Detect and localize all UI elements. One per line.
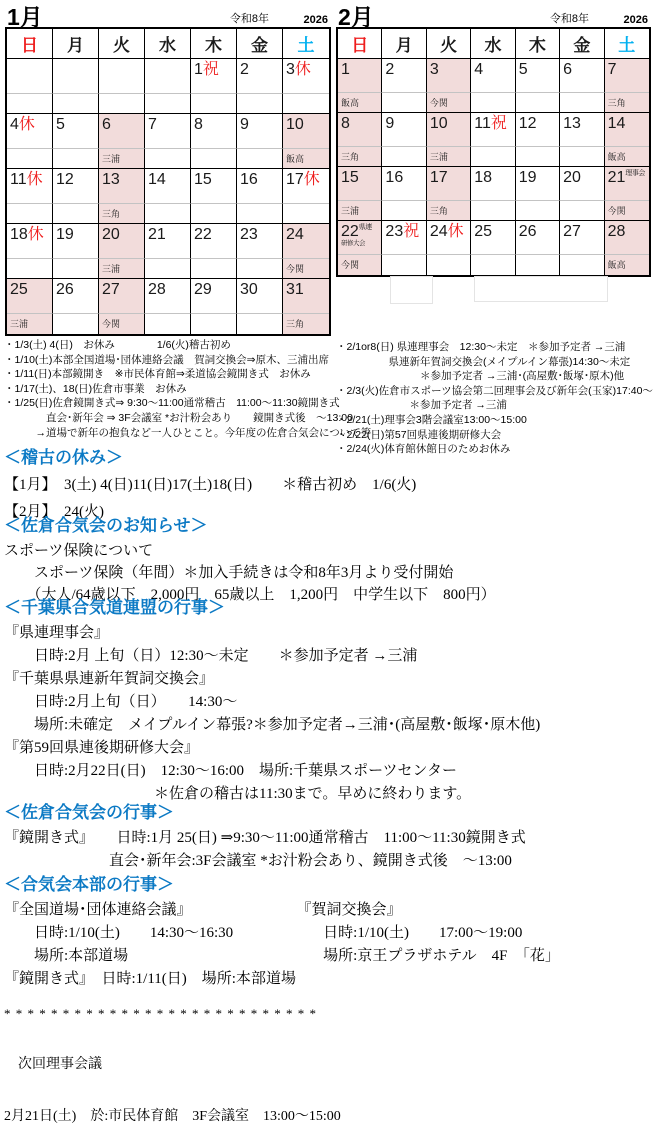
era-label: 令和8年 xyxy=(229,13,269,25)
calendar-january-title xyxy=(5,3,331,30)
date-number: 1 xyxy=(341,61,350,78)
date-cell xyxy=(237,169,283,204)
teacher-name-cell xyxy=(471,255,515,275)
section-line: 日時:2月上旬（日） 14:30～ xyxy=(4,694,238,710)
teacher-name-cell xyxy=(237,94,283,114)
date-number: 25 xyxy=(10,281,28,298)
day-header-cell: 火 xyxy=(99,29,145,59)
calendar-february xyxy=(336,3,651,277)
date-number: 2 xyxy=(385,61,395,78)
date-number: 29 xyxy=(194,281,212,298)
date-number: 28 xyxy=(607,223,626,240)
teacher-name-cell: 今関 xyxy=(338,255,382,275)
date-cell xyxy=(427,167,471,201)
teacher-name-cell: 三角 xyxy=(605,93,649,113)
february-notes xyxy=(336,340,654,457)
date-number: 22 xyxy=(194,226,212,243)
date-cell xyxy=(145,279,191,314)
date-number: 8 xyxy=(194,116,203,133)
section-sakura-aikikai-notice xyxy=(4,511,496,606)
teacher-name-cell xyxy=(382,93,426,113)
cell-annotation: 理事会 xyxy=(625,170,645,177)
date-number: 19 xyxy=(518,169,537,186)
teacher-name-cell xyxy=(560,201,604,221)
section-line: 【2月】 24(火) xyxy=(4,504,104,520)
note-line: 直会･新年会 ⇒ 3F会議室 *お汁粉会あり 鏡開き式後 ～13:00 xyxy=(4,411,353,424)
section-line: 直会･新年会:3F会議室 *お汁粉会あり、鏡開き式後 ～13:00 xyxy=(4,853,512,869)
date-number: 25 xyxy=(474,223,493,240)
section-body xyxy=(4,622,540,806)
date-cell xyxy=(605,167,649,201)
date-cell xyxy=(382,221,426,255)
teacher-name-cell xyxy=(237,149,283,169)
date-number: 3 xyxy=(286,61,295,78)
date-cell xyxy=(560,113,604,147)
calendar-february-title xyxy=(336,3,651,30)
date-number: 15 xyxy=(194,171,212,188)
date-number: 21 xyxy=(607,169,626,186)
teacher-name-cell xyxy=(7,94,53,114)
teacher-name-cell: 今関 xyxy=(283,259,329,279)
teacher-name-cell xyxy=(237,204,283,224)
section-line: スポーツ保険（年間）＊加入手続きは令和8年3月より受付開始 xyxy=(4,565,454,581)
note-line: ＊参加予定者 →三浦･(高屋敷･飯塚･原木)他 xyxy=(336,370,625,383)
holiday-mark: 祝 xyxy=(403,223,420,240)
date-cell xyxy=(53,224,99,259)
date-cell xyxy=(516,59,560,93)
date-number: 10 xyxy=(429,115,448,132)
section-heading: ＜佐倉合気会の行事＞ xyxy=(4,803,174,822)
date-cell xyxy=(191,114,237,149)
year-label: 2026 xyxy=(303,14,328,26)
date-cell xyxy=(427,59,471,93)
date-cell xyxy=(382,59,426,93)
date-number: 9 xyxy=(240,116,249,133)
teacher-name-cell: 三浦 xyxy=(7,314,53,334)
section-body xyxy=(4,827,526,873)
section-line: スポーツ保険について xyxy=(4,543,154,559)
date-cell xyxy=(237,224,283,259)
date-number: 2 xyxy=(240,61,249,78)
day-header-cell: 日 xyxy=(338,29,382,59)
date-cell xyxy=(99,114,145,149)
teacher-name-cell xyxy=(283,94,329,114)
date-cell xyxy=(53,59,99,94)
date-cell xyxy=(605,59,649,93)
date-number: 16 xyxy=(385,169,404,186)
date-cell xyxy=(382,113,426,147)
section-line: 『鏡開き式』 日時:1月 25(日) ⇒9:30～11:00通常稽古 11:00～11:30鏡開き式 xyxy=(4,830,526,846)
date-number: 18 xyxy=(474,169,493,186)
note-line: ・2/24(火)体育館休館日のためお休み xyxy=(336,443,511,456)
date-cell xyxy=(191,169,237,204)
holiday-mark: 祝 xyxy=(490,115,507,132)
date-number: 6 xyxy=(102,116,111,133)
date-number: 27 xyxy=(102,281,120,298)
teacher-name-cell: 三角 xyxy=(283,314,329,334)
teacher-name-cell: 今関 xyxy=(99,314,145,334)
date-cell xyxy=(145,114,191,149)
date-cell xyxy=(7,279,53,314)
date-number: 26 xyxy=(56,281,74,298)
date-number: 11 xyxy=(474,115,491,132)
date-cell xyxy=(382,167,426,201)
note-line: ・1/10(土)本部全国道場･団体連絡会議 賀詞交換会⇒原木、三浦出席 xyxy=(4,353,329,366)
teacher-name-cell xyxy=(516,255,560,275)
date-number: 6 xyxy=(563,61,573,78)
date-cell xyxy=(516,167,560,201)
teacher-name-cell xyxy=(191,204,237,224)
day-header-cell: 水 xyxy=(145,29,191,59)
teacher-name-cell xyxy=(516,201,560,221)
date-cell xyxy=(237,59,283,94)
date-number: 12 xyxy=(518,115,537,132)
teacher-name-cell xyxy=(471,147,515,167)
day-header-cell: 月 xyxy=(53,29,99,59)
teacher-name-cell: 三角 xyxy=(338,147,382,167)
date-number: 3 xyxy=(429,61,439,78)
section-heading: ＜千葉県合気道連盟の行事＞ xyxy=(4,598,225,617)
teacher-name-cell xyxy=(53,314,99,334)
day-header-cell: 火 xyxy=(427,29,471,59)
calendar-table xyxy=(336,27,651,277)
date-cell xyxy=(99,169,145,204)
teacher-name-cell xyxy=(191,149,237,169)
note-line: ・1/25(日)佐倉鏡開き式⇒ 9:30～11:00通常稽古 11:00～11:30鏡開き式 xyxy=(4,397,340,410)
date-number: 5 xyxy=(518,61,528,78)
day-header-cell: 土 xyxy=(605,29,649,59)
date-number: 4 xyxy=(474,61,484,78)
date-cell xyxy=(605,113,649,147)
date-number: 19 xyxy=(56,226,74,243)
date-cell xyxy=(471,59,515,93)
date-cell xyxy=(99,279,145,314)
teacher-name-cell xyxy=(382,147,426,167)
teacher-name-cell: 飯高 xyxy=(283,149,329,169)
note-line: ・2/21(土)理事会3階会議室13:00～15:00 xyxy=(336,413,527,426)
date-cell xyxy=(7,114,53,149)
day-header-cell: 木 xyxy=(516,29,560,59)
date-cell xyxy=(237,279,283,314)
day-header-cell: 金 xyxy=(560,29,604,59)
date-cell xyxy=(7,59,53,94)
date-cell xyxy=(516,113,560,147)
date-cell xyxy=(99,59,145,94)
date-cell xyxy=(191,224,237,259)
teacher-name-cell: 飯高 xyxy=(338,93,382,113)
date-number: 18 xyxy=(10,226,28,243)
date-cell xyxy=(605,221,649,255)
calendar-january xyxy=(5,3,331,336)
date-cell xyxy=(283,224,329,259)
section-line: 場所:未確定 メイプルイン幕張?＊参加予定者→三浦･(高屋敷･飯塚･原木他) xyxy=(4,717,541,733)
holiday-mark: 休 xyxy=(26,171,43,188)
date-cell xyxy=(99,224,145,259)
date-cell xyxy=(53,114,99,149)
date-cell xyxy=(145,224,191,259)
teacher-name-cell: 三浦 xyxy=(99,149,145,169)
date-number: 10 xyxy=(286,116,304,133)
section-line: ＊佐倉の稽古は11:30まで。早めに終わります。 xyxy=(4,786,472,802)
date-number: 27 xyxy=(563,223,581,240)
date-cell xyxy=(471,113,515,147)
date-number: 20 xyxy=(102,226,120,243)
date-number: 7 xyxy=(148,116,157,133)
teacher-name-cell xyxy=(145,314,191,334)
teacher-name-cell: 三角 xyxy=(427,201,471,221)
date-cell xyxy=(237,114,283,149)
next-meeting-title: 次回理事会議 xyxy=(4,1057,102,1072)
day-header-cell: 月 xyxy=(382,29,426,59)
date-number: 12 xyxy=(56,171,74,188)
month-title: 2月 xyxy=(338,4,374,30)
date-number: 20 xyxy=(563,169,581,186)
teacher-name-cell: 飯高 xyxy=(605,147,649,167)
date-number: 21 xyxy=(148,226,166,243)
date-number: 16 xyxy=(240,171,258,188)
date-cell xyxy=(145,59,191,94)
section-line: 日時:2月 上旬（日）12:30～未定 ＊参加予定者 →三浦 xyxy=(4,648,418,664)
era-label: 令和8年 xyxy=(549,13,589,25)
teacher-name-cell xyxy=(53,149,99,169)
section-line: 『鏡開き式』 日時:1/11(日) 場所:本部道場 xyxy=(4,971,296,987)
date-cell xyxy=(560,59,604,93)
date-cell xyxy=(7,224,53,259)
day-header-cell: 水 xyxy=(471,29,515,59)
section-heading: ＜稽古の休み＞ xyxy=(4,448,123,467)
note-line: ・2/3(火)佐倉市スポーツ協会第二回理事会及び新年会(玉家)17:40～ xyxy=(336,384,653,397)
date-number: 24 xyxy=(429,223,448,240)
date-number: 1 xyxy=(194,61,203,78)
date-number: 4 xyxy=(10,116,19,133)
teacher-name-cell xyxy=(382,201,426,221)
date-number: 5 xyxy=(56,116,65,133)
section-line: 『県連理事会』 xyxy=(4,625,110,641)
section-heading: ＜合気会本部の行事＞ xyxy=(4,875,174,894)
note-line: ・1/17(土)、18(日)佐倉市事業 お休み xyxy=(4,382,187,395)
section-line: 場所:本部道場 場所:京王プラザホテル 4F 「花」 xyxy=(4,948,560,964)
date-cell xyxy=(283,114,329,149)
date-cell xyxy=(427,221,471,255)
date-number: 14 xyxy=(607,115,626,132)
date-cell xyxy=(471,167,515,201)
date-cell xyxy=(338,113,382,147)
date-cell xyxy=(560,167,604,201)
cell-annotation: 県連 xyxy=(358,224,372,231)
date-cell xyxy=(560,221,604,255)
date-cell xyxy=(191,279,237,314)
teacher-name-cell: 今関 xyxy=(605,201,649,221)
section-line: 『千葉県県連新年賀詞交換会』 xyxy=(4,671,215,687)
teacher-name-cell xyxy=(7,149,53,169)
calendar-grid xyxy=(338,29,649,275)
teacher-name-cell xyxy=(145,149,191,169)
teacher-name-cell: 飯高 xyxy=(605,255,649,275)
date-number: 9 xyxy=(385,115,395,132)
teacher-name-cell xyxy=(145,204,191,224)
date-cell xyxy=(283,169,329,204)
teacher-name-cell: 三浦 xyxy=(427,147,471,167)
section-line: 『全国道場･団体連絡会議』 『賀詞交換会』 xyxy=(4,902,402,918)
calendar-grid xyxy=(7,29,329,334)
date-cell xyxy=(338,167,382,201)
teacher-name-cell: 三角 xyxy=(99,204,145,224)
section-line: 日時:1/10(土) 14:30～16:30 日時:1/10(土) 17:00～19:00 xyxy=(4,925,523,941)
teacher-name-cell xyxy=(99,94,145,114)
teacher-name-cell xyxy=(7,204,53,224)
section-sakura-aikikai-events xyxy=(4,798,526,873)
section-heading: ＜佐倉合気会のお知らせ＞ xyxy=(4,516,208,535)
date-number: 14 xyxy=(148,171,166,188)
date-cell xyxy=(427,113,471,147)
teacher-name-cell: 三浦 xyxy=(338,201,382,221)
date-cell xyxy=(53,279,99,314)
teacher-name-cell: 三浦 xyxy=(99,259,145,279)
date-number: 23 xyxy=(385,223,404,240)
date-number: 31 xyxy=(286,281,304,298)
ghost-gridline xyxy=(390,276,433,304)
note-line: →道場で新年の抱負など一人ひとこと。今年度の佐倉合気会について等 xyxy=(4,426,372,439)
teacher-name-cell xyxy=(7,259,53,279)
holiday-mark: 休 xyxy=(303,171,320,188)
date-number: 13 xyxy=(102,171,120,188)
date-cell xyxy=(191,59,237,94)
teacher-name-cell xyxy=(471,93,515,113)
note-line: ＊参加予定者 →三浦 xyxy=(336,399,507,412)
note-line: 県連新年賀詞交換会(メイプルイン幕張)14:30～未定 xyxy=(336,355,631,368)
date-number: 23 xyxy=(240,226,258,243)
cell-annotation: 研修大会 xyxy=(341,239,365,247)
section-line: 『第59回県連後期研修大会』 xyxy=(4,740,200,756)
calendar-table xyxy=(5,27,331,336)
holiday-mark: 休 xyxy=(18,116,35,133)
note-line: ・1/11(日)本部鏡開き ※市民体育館⇒柔道協会鏡開き式 お休み xyxy=(4,368,311,381)
date-cell xyxy=(516,221,560,255)
teacher-name-cell: 今関 xyxy=(427,93,471,113)
teacher-name-cell xyxy=(191,259,237,279)
date-number: 7 xyxy=(607,61,617,78)
date-cell xyxy=(283,279,329,314)
date-number: 26 xyxy=(518,223,537,240)
teacher-name-cell xyxy=(382,255,426,275)
holiday-mark: 祝 xyxy=(202,61,219,78)
date-cell xyxy=(53,169,99,204)
teacher-name-cell xyxy=(237,259,283,279)
day-header-cell: 日 xyxy=(7,29,53,59)
holiday-mark: 休 xyxy=(447,223,464,240)
date-number: 22 xyxy=(341,223,359,240)
teacher-name-cell xyxy=(53,259,99,279)
section-line: 日時:2月22日(日) 12:30～16:00 場所:千葉県スポーツセンター xyxy=(4,763,457,779)
date-number: 11 xyxy=(10,171,27,188)
year-label: 2026 xyxy=(623,14,648,26)
date-number: 13 xyxy=(563,115,581,132)
section-chiba-federation-events xyxy=(4,593,540,806)
date-cell xyxy=(471,221,515,255)
date-cell xyxy=(338,221,382,255)
date-cell xyxy=(7,169,53,204)
teacher-name-cell xyxy=(53,94,99,114)
teacher-name-cell xyxy=(191,314,237,334)
month-title: 1月 xyxy=(7,4,43,30)
teacher-name-cell xyxy=(145,259,191,279)
teacher-name-cell xyxy=(560,93,604,113)
teacher-name-cell xyxy=(516,147,560,167)
teacher-name-cell xyxy=(145,94,191,114)
date-number: 30 xyxy=(240,281,258,298)
footer xyxy=(4,970,341,1142)
teacher-name-cell xyxy=(516,93,560,113)
separator-asterisks: * * * * * * * * * * * * * * * * * * * * * * * * * * * xyxy=(4,1006,317,1021)
teacher-name-cell xyxy=(237,314,283,334)
date-number: 17 xyxy=(429,169,448,186)
date-number: 8 xyxy=(341,115,350,132)
note-line: ・1/3(土) 4(日) お休み 1/6(火)稽古初め xyxy=(4,339,231,351)
date-number: 28 xyxy=(148,281,166,298)
date-cell xyxy=(338,59,382,93)
teacher-name-cell xyxy=(471,201,515,221)
day-header-cell: 金 xyxy=(237,29,283,59)
date-number: 17 xyxy=(286,171,304,188)
section-line: 【1月】 3(土) 4(日)11(日)17(土)18(日) ＊稽古初め 1/6(火) xyxy=(4,477,417,493)
teacher-name-cell xyxy=(53,204,99,224)
date-number: 24 xyxy=(286,226,304,243)
teacher-name-cell xyxy=(560,147,604,167)
teacher-name-cell xyxy=(191,94,237,114)
january-notes xyxy=(4,338,372,440)
date-number: 15 xyxy=(341,169,359,186)
next-meeting-detail: 2月21日(土) 於:市民体育館 3F会議室 13:00～15:00 xyxy=(4,1108,341,1124)
day-header-cell: 土 xyxy=(283,29,329,59)
date-cell xyxy=(145,169,191,204)
teacher-name-cell xyxy=(427,255,471,275)
day-header-cell: 木 xyxy=(191,29,237,59)
teacher-name-cell xyxy=(560,255,604,275)
ghost-gridline xyxy=(474,276,608,302)
section-line: （大人/64歳以下 2,000円 65歳以上 1,200円 中学生以下 800円） xyxy=(4,587,496,603)
holiday-mark: 休 xyxy=(294,61,311,78)
teacher-name-cell xyxy=(283,204,329,224)
holiday-mark: 休 xyxy=(27,226,44,243)
note-line: ・2/1or8(日) 県連理事会 12:30～未定 ＊参加予定者 →三浦 xyxy=(336,341,626,353)
note-line: ・2/22(日)第57回県連後期研修大会 xyxy=(336,428,502,441)
date-cell xyxy=(283,59,329,94)
